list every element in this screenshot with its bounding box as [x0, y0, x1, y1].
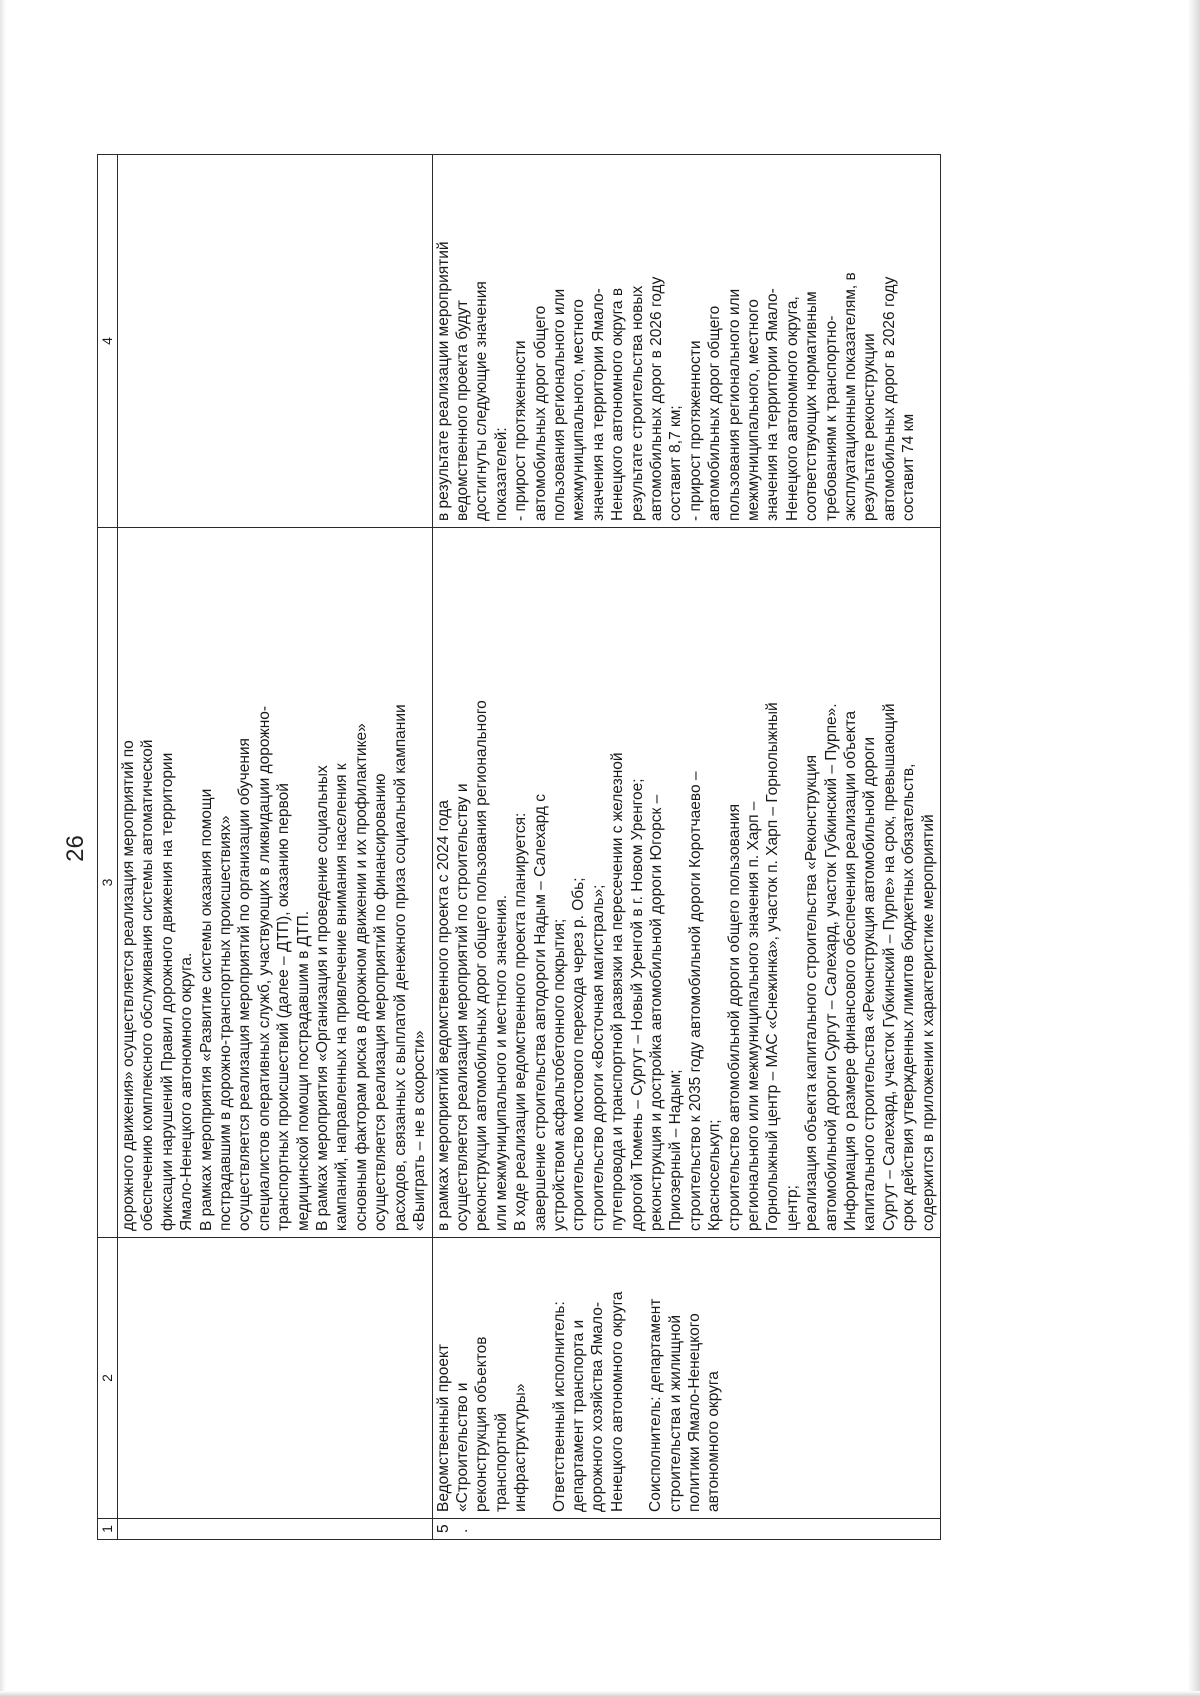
co-executor-lines	[646, 1244, 724, 1512]
text-line: осуществляется реализация мероприятий по финансированию	[372, 773, 390, 1231]
text-line: Ведомственный проект	[434, 1343, 452, 1512]
cell-project	[118, 1238, 433, 1519]
cell-results	[432, 155, 941, 528]
text-line: основным факторам риска в дорожном движении и их профилактике»	[352, 723, 370, 1231]
page-number: 26	[62, 835, 89, 862]
text-line: составит 74 км	[900, 413, 918, 521]
text-line: «Строительство и	[453, 1382, 471, 1512]
text-line: Информация о размере финансового обеспечения реализации объекта	[842, 710, 860, 1231]
text-line: осуществляется реализация мероприятий по организации обучения	[236, 738, 254, 1231]
text-line: составит 8,7 км;	[667, 405, 685, 521]
text-line: - прирост протяженности	[512, 340, 530, 521]
text-line: соответствующих нормативным	[803, 291, 821, 521]
text-line: Сургут – Салехард, участок Губкинский – Пурпе» на срок, превышающий	[880, 703, 898, 1231]
measures-table	[97, 154, 941, 1540]
text-line: В ходе реализации ведомственного проекта планируется:	[512, 812, 530, 1231]
text-line: автомобильных дорог в 2026 году	[647, 276, 665, 521]
text-line: регионального или межмуниципального значения п. Харп –	[745, 801, 762, 1231]
description-lines	[119, 534, 430, 1231]
text-line: межмуниципального, местного	[745, 299, 762, 521]
text-line: - прирост протяженности	[686, 340, 704, 521]
text-line: или межмуниципального и местного значения.	[492, 894, 510, 1231]
text-line: обеспечению комплексного обслуживания системы автоматической	[139, 739, 157, 1231]
text-line: «Выиграть – не в скорости»	[411, 1030, 429, 1231]
text-line: строительство к 2035 году автомобильной дороги Коротчаево –	[686, 771, 704, 1231]
text-line: дорогой Тюмень – Сургут – Новый Уренгой в г. Новом Уренгое;	[628, 778, 646, 1231]
text-line: автомобильных дорог в 2026 году	[880, 276, 898, 521]
text-line: Горнолыжный центр – МАС «Снежинка», участок п. Харп – Горнолыжный	[764, 702, 782, 1231]
text-line: расходов, связанных с выплатой денежного приза социальной кампании	[391, 704, 409, 1231]
text-line: кампаний, направленных на привлечение внимания населения к	[333, 763, 351, 1231]
table-row-continuation	[118, 155, 433, 1540]
project-title-lines	[434, 1244, 531, 1512]
text-line: автономного округа	[705, 1371, 723, 1512]
table-row-5	[432, 155, 941, 1540]
text-line: В рамках мероприятия «Организация и проведение социальных	[314, 765, 332, 1231]
text-line: путепровода и транспортной развязки на пересечении с железной	[609, 752, 627, 1231]
text-line: транспортных происшествий (далее – ДТП), оказанию первой	[275, 783, 293, 1231]
text-line: автомобильной дороги Сургут – Салехард, участок Губкинский – Пурпе».	[822, 703, 840, 1231]
text-line: медицинской помощи пострадавшим в ДТП.	[294, 910, 312, 1231]
text-line: Красноселькуп;	[706, 1119, 724, 1231]
cell-description	[118, 528, 433, 1238]
text-line: значения на территории Ямало-	[764, 288, 782, 521]
header-col-1: 1	[98, 1519, 118, 1540]
text-line: реконструкция и достройка автомобильной дороги Югорск –	[647, 794, 665, 1231]
text-line: Ямало-Ненецкого автономного округа.	[178, 952, 196, 1231]
text-line: специалистов оперативных служб, участвующих в ликвидации дорожно-	[255, 705, 273, 1231]
text-line: департамент транспорта и	[569, 1319, 587, 1512]
text-line: Ненецкого автономного округа,	[783, 296, 801, 521]
cell-number	[118, 1519, 433, 1540]
cell-description	[432, 528, 941, 1238]
text-line: в рамках мероприятий ведомственного проекта с 2024 года	[434, 800, 452, 1231]
text-line: фиксации нарушений Правил дорожного движения на территории	[158, 752, 176, 1231]
text-line: В рамках мероприятия «Развитие системы оказания помощи	[197, 788, 215, 1231]
text-line: пострадавшим в дорожно-транспортных происшествиях»	[217, 815, 235, 1231]
text-line: содержится в приложении к характеристике мероприятий	[919, 814, 937, 1231]
header-col-2: 2	[98, 1238, 118, 1519]
text-line: пользования регионального или	[725, 288, 743, 521]
text-line: дорожного хозяйства Ямало-	[589, 1301, 607, 1512]
text-line: показателей:	[492, 427, 510, 521]
header-col-3: 3	[98, 528, 118, 1238]
table-header-row	[98, 155, 118, 1540]
header-col-4: 4	[98, 155, 118, 528]
text-line: срок действия утвержденных лимитов бюджетных обязательств,	[900, 763, 918, 1231]
text-line: автомобильных дорог общего	[531, 305, 549, 521]
text-line: Ответственный исполнитель:	[550, 1301, 568, 1512]
text-line: результате строительства новых	[628, 285, 646, 521]
text-line: осуществляется реализация мероприятий по строительству и	[453, 783, 471, 1231]
text-line: требованиям к транспортно-	[822, 315, 840, 521]
text-line: строительства и жилищной	[666, 1314, 684, 1512]
text-line: в результате реализации мероприятий	[434, 241, 452, 521]
text-line: ведомственного проекта будут	[453, 300, 471, 521]
responsible-executor-lines	[550, 1244, 628, 1512]
text-line: Приозерный – Надым;	[667, 1069, 685, 1231]
text-line: транспортной	[492, 1413, 510, 1512]
text-line: завершение строительства автодороги Надым – Салехард с	[531, 794, 549, 1231]
text-line: Ненецкого автономного округа	[608, 1291, 626, 1512]
description-lines	[434, 534, 939, 1231]
text-line: межмуниципального, местного	[570, 299, 588, 521]
cell-results	[118, 155, 433, 528]
text-line: центр;	[783, 1185, 801, 1231]
text-line: эксплуатационным показателям, в	[842, 272, 860, 521]
text-line: пользования регионального или	[550, 288, 568, 521]
text-line: Ненецкого автономного округа в	[609, 287, 627, 521]
text-line: строительство мостового перехода через р. Обь;	[570, 877, 588, 1231]
text-line: политики Ямало-Ненецкого	[685, 1313, 703, 1512]
text-line: реконструкции автомобильных дорог общего пользования регионального	[473, 700, 491, 1231]
results-lines	[434, 161, 919, 521]
text-line: капитального строительства «Реконструкция автомобильной дороги	[861, 736, 879, 1231]
text-line: устройством асфальтобетонного покрытия;	[550, 918, 568, 1231]
text-line: достигнуты следующие значения	[473, 281, 491, 521]
cell-number: 5.	[432, 1519, 941, 1540]
text-line: дорожного движения» осуществляется реализация мероприятий по	[120, 740, 137, 1231]
text-line: строительство дороги «Восточная магистраль»;	[589, 884, 607, 1231]
cell-project	[432, 1238, 941, 1519]
text-line: результате реконструкции	[861, 333, 879, 521]
text-line: Соисполнитель: департамент	[647, 1298, 665, 1512]
text-line: реконструкция объектов	[473, 1336, 491, 1512]
text-line: реализация объекта капитального строительства «Реконструкция	[803, 754, 821, 1231]
text-line: строительство автомобильной дороги общего пользования	[725, 804, 743, 1231]
text-line: инфраструктуры»	[512, 1383, 530, 1512]
text-line: значения на территории Ямало-	[589, 288, 607, 521]
text-line: автомобильных дорог общего	[706, 305, 724, 521]
